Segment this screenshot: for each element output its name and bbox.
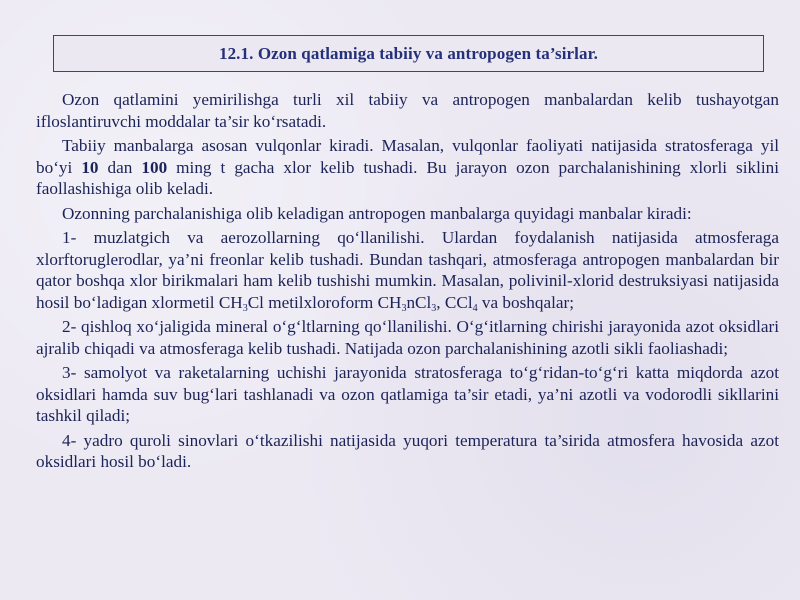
- paragraph-intro: Ozon qatlamini yemirilishga turli xil tabiiy va antropogen manbalardan kelib tushayotgan ifloslantiruvchi moddalar ta’sir ko‘rsatadi.: [36, 90, 779, 131]
- bold-number: 100: [141, 157, 168, 177]
- paragraph-item-4: 4- yadro quroli sinovlari o‘tkazilishi natijasida yuqori temperatura ta’sirida atmosfera havosida azot oksidlari hosil bo‘ladi.: [36, 430, 779, 471]
- paragraph-anthropogen-intro: Ozonning parchalanishiga olib keladigan antropogen manbalarga quyidagi manbalar kiradi:: [62, 203, 692, 223]
- subscript: 4: [472, 302, 478, 314]
- subscript: 3: [401, 302, 407, 314]
- paragraph-text: dan: [98, 157, 142, 177]
- paragraph-text: Tabiiy manbalarga asosan vulqonlar kiradi. Masalan, vulqonlar faoliyati natijasida stratosferaga yil bo‘yi: [36, 136, 779, 177]
- subscript: 3: [242, 302, 248, 314]
- paragraph-item-2: 2- qishloq xo‘jaligida mineral o‘g‘ltlarning qo‘llanilishi. O‘g‘itlarning chirishi jarayonida azot oksidlari ajralib chiqadi va atmosferaga kelib tushadi. Natijada ozon parchalanishining azotli sikli faoliashadi;: [36, 317, 779, 358]
- title-box: [53, 35, 764, 72]
- paragraph-natural-sources: [36, 135, 779, 200]
- page-title: 12.1. Ozon qatlamiga tabiiy va antropogen ta’sirlar.: [218, 43, 599, 63]
- paragraph-item-3: 3- samolyot va raketalarning uchishi jarayonida stratosferaga to‘g‘ridan-to‘g‘ri katta miqdorda azot oksidlari hamda suv bug‘lari tashlanadi va ozon qatlamiga ta’sir etadi, ya’ni azotli va vodorodli sikllarini tashkil qiladi;: [36, 363, 779, 425]
- body-text: [36, 89, 779, 476]
- bold-number: 10: [81, 157, 99, 177]
- paragraph-text: , CCl: [436, 292, 473, 312]
- paragraph-text: va boshqalar;: [477, 292, 575, 312]
- paragraph-text: Cl metilxloroform CH: [247, 292, 402, 312]
- paragraph-text: 1- muzlatgich va aerozollarning qo‘llanilishi. Ulardan foydalanish natijasida atmosferaga xlorftoruglerodlar, ya’ni freonlar kelib tushadi. Bundan tashqari, atmosferaga antropogen manbalardan bir qator boshqa xlor birikmalari ham kelib tushishi mumkin. Masalan, polivinil-xlorid destruksiyasi natijasida hosil bo‘ladigan xlormetil CH: [36, 228, 779, 312]
- paragraph-item-1: [36, 227, 779, 313]
- paragraph-text: nCl: [406, 292, 432, 312]
- paragraph-text: ming t gacha xlor kelib tushadi. Bu jarayon ozon parchalanishining xlorli siklini faollashishiga olib keladi.: [36, 157, 780, 198]
- subscript: 3: [431, 302, 437, 314]
